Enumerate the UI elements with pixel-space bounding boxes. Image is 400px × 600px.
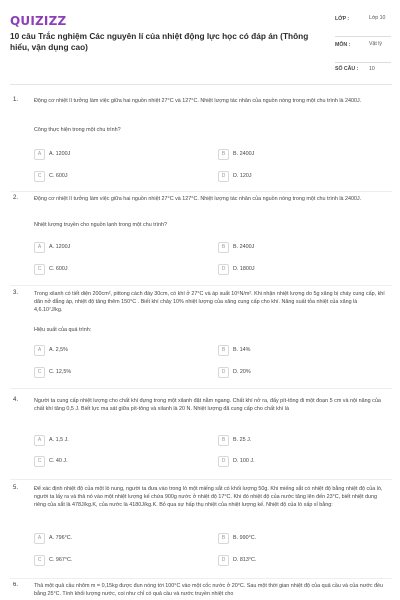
option-text: A. 1200J: [49, 244, 71, 250]
option-d[interactable]: [218, 555, 388, 569]
question-number: 6.: [13, 582, 19, 588]
option-c[interactable]: [34, 456, 204, 470]
option-letter-b: B: [218, 242, 229, 253]
worksheet-header: [0, 0, 400, 80]
question-prompt: Nhiệt lượng truyền cho nguồn lạnh trong một chu trình?: [34, 222, 168, 228]
count-label: SỐ CÂU :: [335, 66, 359, 72]
class-label: LỚP :: [335, 16, 350, 22]
option-text: A. 2,5%: [49, 347, 68, 353]
option-b[interactable]: [218, 345, 388, 359]
option-c[interactable]: [34, 555, 204, 569]
option-text: B. 2400J: [233, 244, 255, 250]
option-letter-c: C: [34, 171, 45, 182]
option-d[interactable]: [218, 171, 388, 185]
option-text: D. 120J: [233, 173, 252, 179]
count-value: 10: [369, 66, 375, 72]
option-a[interactable]: [34, 149, 204, 163]
question-6: [0, 582, 400, 600]
class-value: Lớp 10: [369, 15, 386, 21]
option-text: D. 20%: [233, 369, 251, 375]
option-letter-b: B: [218, 345, 229, 356]
option-text: B. 25 J.: [233, 437, 252, 443]
question-prompt: Hiệu suất của quá trình:: [34, 327, 92, 333]
option-c[interactable]: [34, 171, 204, 185]
question-text: Động cơ nhiệt lí tưởng làm việc giữa hai nguồn nhiệt 27°C và 127°C. Nhiệt lượng tác nhân của nguồn nóng trong một chu trình là 2400J.: [34, 98, 362, 104]
option-a[interactable]: [34, 533, 204, 547]
question-number: 5.: [13, 485, 19, 491]
option-b[interactable]: [218, 149, 388, 163]
option-letter-d: D: [218, 456, 229, 467]
question-number: 3.: [13, 290, 19, 296]
option-letter-b: B: [218, 435, 229, 446]
option-text: C. 40 J.: [49, 458, 68, 464]
question-divider: [10, 388, 392, 389]
option-letter-d: D: [218, 555, 229, 566]
option-d[interactable]: [218, 264, 388, 278]
option-letter-d: D: [218, 171, 229, 182]
option-text: A. 1,5 J.: [49, 437, 69, 443]
option-letter-b: B: [218, 533, 229, 544]
option-a[interactable]: [34, 345, 204, 359]
question-prompt: Công thực hiện trong một chu trình?: [34, 127, 121, 133]
question-text: Trong xilanh có tiết diện 200cm², pittong cách đáy 30cm, có khí ở 27°C và áp suất 10⁶N/m². Khi nhận nhiệt lượng do 5g xăng bị cháy cung cấp, khí dãn nở đẳng áp, nhiệt độ tăng thêm 150°C . Biết khí chảy 10% nhiệt lượng của xăng cung cấp cho khí. Năng suất tỏa nhiệt của xăng là 4,6.10⁷J/kg.: [34, 291, 385, 314]
option-c[interactable]: [34, 367, 204, 381]
option-d[interactable]: [218, 367, 388, 381]
option-text: C. 600J: [49, 173, 68, 179]
question-divider: [10, 285, 392, 286]
option-text: D. 100 J.: [233, 458, 255, 464]
option-text: B. 990°C.: [233, 535, 257, 541]
option-letter-c: C: [34, 367, 45, 378]
option-letter-c: C: [34, 555, 45, 566]
meta-divider: [335, 36, 391, 37]
option-letter-a: A: [34, 345, 45, 356]
option-b[interactable]: [218, 533, 388, 547]
option-letter-a: A: [34, 533, 45, 544]
option-text: D. 813°C.: [233, 557, 257, 563]
question-text: Thả một quả cầu nhôm m = 0,15kg được đun nóng tới 100°C vào một cốc nước ở 20°C. Sau một thời gian nhiệt độ của quả cầu và của nước đều bằng 25°C. Tính khối lượng nước, coi như chỉ có quả cầu và nước truyền nhiệt cho: [34, 583, 384, 598]
option-text: C. 967°C.: [49, 557, 73, 563]
option-letter-a: A: [34, 149, 45, 160]
option-c[interactable]: [34, 264, 204, 278]
option-text: B. 14%: [233, 347, 251, 353]
question-divider: [10, 578, 392, 579]
question-text: Người ta cung cấp nhiệt lượng cho chất khí đựng trong một xilanh đặt nằm ngang. Chất khí nở ra, đẩy pít-tông đi một đoạn 5 cm và nội năng của chất khí tăng 0,5 J. Biết lực ma sát giữa pít-tông và xilanh là 20 N. Nhiệt lượng đã cung cấp cho chất khí là: [34, 398, 381, 413]
subject-value: Vật lý: [369, 41, 382, 47]
subject-label: MÔN :: [335, 42, 351, 48]
option-text: C. 600J: [49, 266, 68, 272]
question-text: Động cơ nhiệt lí tưởng làm việc giữa hai nguồn nhiệt 27°C và 127°C. Nhiệt lượng tác nhân của nguồn nóng trong một chu trình là 2400J.: [34, 196, 362, 202]
option-text: C. 12,5%: [49, 369, 72, 375]
question-divider: [10, 191, 392, 192]
option-letter-c: C: [34, 264, 45, 275]
header-divider: [10, 84, 392, 85]
page-title: 10 câu Trắc nghiệm Các nguyên lí của nhiệt động lực học có đáp án (Thông hiểu, vận dụng cao): [10, 31, 309, 52]
question-number: 4.: [13, 397, 19, 403]
option-letter-a: A: [34, 242, 45, 253]
option-text: B. 2400J: [233, 151, 255, 157]
option-letter-a: A: [34, 435, 45, 446]
option-d[interactable]: [218, 456, 388, 470]
option-letter-c: C: [34, 456, 45, 467]
question-number: 2.: [13, 195, 19, 201]
question-divider: [10, 479, 392, 480]
meta-divider: [335, 62, 391, 63]
quizizz-logo: QUIZIZZ: [10, 14, 67, 28]
option-text: D. 1800J: [233, 266, 255, 272]
option-letter-d: D: [218, 264, 229, 275]
option-text: A. 796°C.: [49, 535, 73, 541]
option-b[interactable]: [218, 242, 388, 256]
option-b[interactable]: [218, 435, 388, 449]
option-letter-b: B: [218, 149, 229, 160]
question-number: 1.: [13, 97, 19, 103]
option-a[interactable]: [34, 242, 204, 256]
question-text: Để xác định nhiệt độ của một lò nung, người ta đưa vào trong lò một miếng sắt có khối lượng 50g. Khi miếng sắt có nhiệt độ bằng nhiệt độ của lò, người ta lấy ra và thả nó vào một nhiệt lượng kế chứa 900g nước ở nhiệt độ 17°C. Khi đó nhiệt độ của nước tăng lên đến 23°C, biết nhiệt dung riêng của sắt là 478J/kg.K, của nước là 4180J/kg.K. Bỏ qua sự hấp thụ nhiệt của nhiệt lượng kế. Nhiệt độ của lò xấp xỉ bằng:: [34, 486, 383, 509]
option-a[interactable]: [34, 435, 204, 449]
option-text: A. 1200J: [49, 151, 71, 157]
option-letter-d: D: [218, 367, 229, 378]
